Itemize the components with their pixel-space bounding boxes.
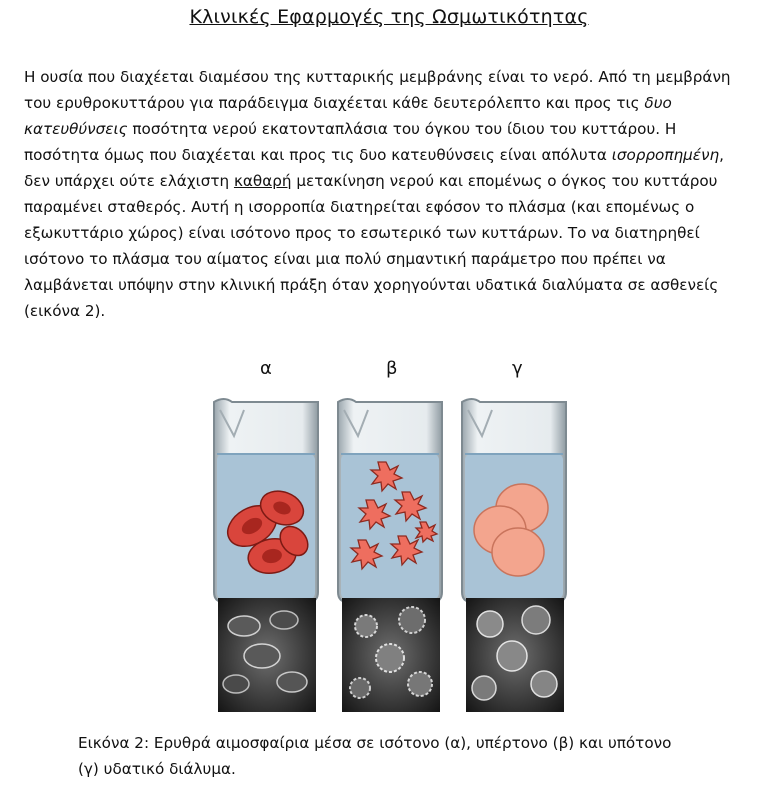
text-span: ποσότητα νερού εκατονταπλάσια του όγκου του ίδιου του κυττάρου. Η [127,120,677,138]
text-span: δεν υπάρχει ούτε ελάχιστη [24,172,234,190]
sem-photo-beta [342,598,440,712]
paragraph-line: παραμένει σταθερός. Αυτή η ισορροπία διατηρείται εφόσον το πλάσμα (και επομένως ο [24,198,695,216]
paragraph-line [24,142,778,168]
paragraph-line [24,90,778,116]
text-span: μετακίνηση νερού και επομένως ο όγκος του κυττάρου [291,172,718,190]
swollen-cell [492,528,544,576]
underlined-text: καθαρή [233,172,292,190]
paragraph-line: (εικόνα 2). [24,302,106,320]
paragraph-line: λαμβάνεται υπόψην στην κλινική πράξη όταν χορηγούνται υδατικά διαλύματα σε ασθενείς [24,276,719,294]
paragraph-line [24,116,778,142]
beaker-beta [338,399,442,602]
page-title: Κλινικές Εφαρμογές της Ωσμωτικότητας [189,6,589,28]
paragraph-line: Η ουσία που διαχέεται διαμέσου της κυτταρικής μεμβράνης είναι το νερό. Από τη μεμβράνη [24,68,731,86]
body-paragraph [24,64,778,324]
paragraph-line: ισότονο το πλάσμα του αίματος είναι μια πολύ σημαντική παράμετρο που πρέπει να [24,250,666,268]
italic-text: κατευθύνσεις [24,120,128,138]
caption-line: (γ) υδατικό διάλυμα. [78,760,236,778]
beaker-alpha [214,399,318,602]
beaker-label-beta: β [386,358,398,379]
beaker-label-gamma: γ [512,358,523,379]
figure-caption [78,730,758,782]
italic-text: ισορροπημένη [611,146,720,164]
beaker-label-alpha: α [260,358,272,379]
text-span: ποσότητα όμως που διαχέεται και προς τις δυο κατευθύνσεις είναι απόλυτα [24,146,612,164]
text-span: του ερυθροκυττάρου για παράδειγμα διαχέεται κάθε δευτερόλεπτο και προς τις [24,94,645,112]
sem-photo-gamma [466,598,564,712]
text-span: , [719,146,724,164]
caption-line: Εικόνα 2: Ερυθρά αιμοσφαίρια μέσα σε ισότονο (α), υπέρτονο (β) και υπότονο [78,734,672,752]
osmosis-figure [200,358,580,718]
sem-photo-alpha [218,598,316,712]
paragraph-line [24,168,778,194]
beaker-gamma [462,399,566,602]
italic-text: δυο [644,94,672,112]
beakers-illustration [200,358,580,718]
paragraph-line: εξωκυττάριο χώρος) είναι ισότονο προς το εσωτερικό των κυττάρων. Το να διατηρηθεί [24,224,700,242]
